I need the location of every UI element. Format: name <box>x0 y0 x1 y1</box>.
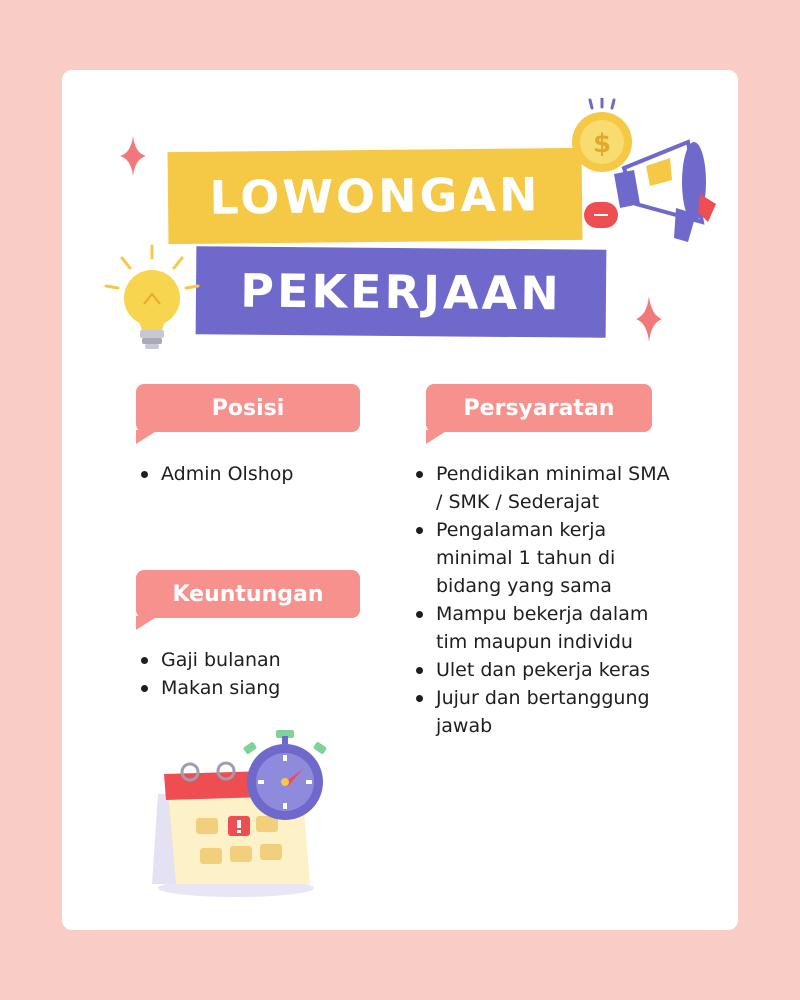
keuntungan-list <box>137 646 377 702</box>
title-line-1: LOWONGAN <box>209 167 541 225</box>
title-banner-yellow <box>168 148 583 244</box>
list-item: Gaji bulanan <box>137 646 377 674</box>
list-item: Pendidikan minimal SMA / SMK / Sederajat <box>412 460 670 516</box>
megaphone-icon <box>584 138 720 250</box>
keuntungan-heading <box>136 570 360 618</box>
list-item: Jujur dan bertanggung jawab <box>412 684 670 740</box>
title-line-2: PEKERJAAN <box>240 263 562 321</box>
posisi-list <box>137 460 377 488</box>
sparkle-icon <box>120 136 146 176</box>
posisi-heading <box>136 384 360 432</box>
persyaratan-heading <box>426 384 652 432</box>
title-banner-purple <box>196 246 607 338</box>
persyaratan-heading-text: Persyaratan <box>463 395 615 421</box>
list-item: Ulet dan pekerja keras <box>412 656 670 684</box>
keuntungan-heading-text: Keuntungan <box>172 581 324 607</box>
sparkle-icon <box>636 296 662 342</box>
list-item: Mampu bekerja dalam tim maupun individu <box>412 600 670 656</box>
stopwatch-icon <box>240 728 330 824</box>
list-item: Admin Olshop <box>137 460 377 488</box>
lightbulb-icon <box>102 244 202 354</box>
list-item: Pengalaman kerja minimal 1 tahun di bidang yang sama <box>412 516 670 600</box>
list-item: Makan siang <box>137 674 377 702</box>
posisi-heading-text: Posisi <box>211 395 285 421</box>
svg-text:$: $ <box>592 129 612 159</box>
persyaratan-list <box>412 460 670 740</box>
